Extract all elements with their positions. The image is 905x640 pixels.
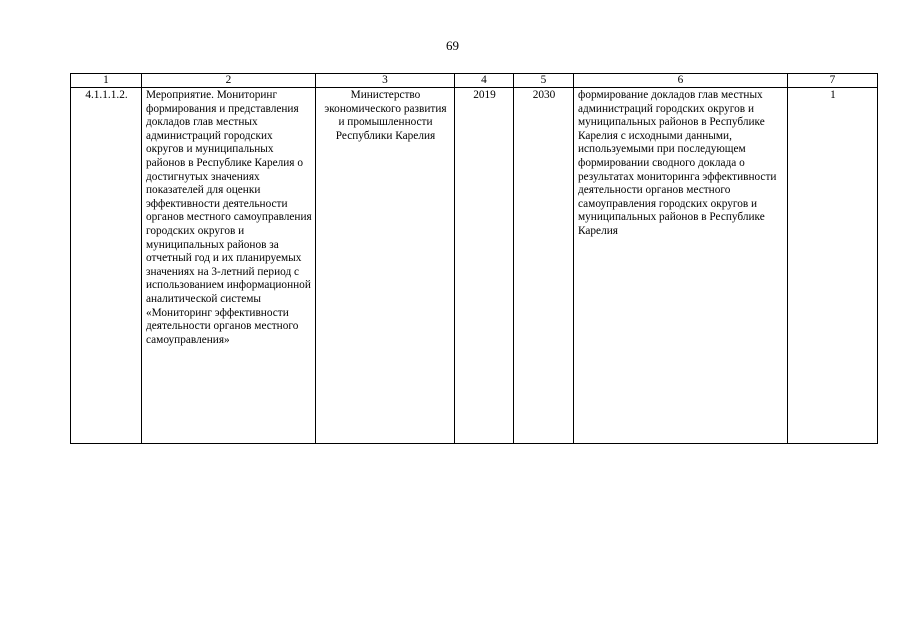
page-number: 69 (446, 38, 459, 53)
column-header-6: 6 (574, 74, 788, 88)
column-header-3: 3 (316, 74, 455, 88)
expected-result-cell: формирование докладов глав местных администраций городских округов и муниципальных районов в Республике Карелия с исходными данными, используемыми при последующем формировании сводного доклада о результатах мониторинга эффективности деятельности органов местного самоуправления городских округов и муниципальных районов в Республике Карелия (574, 88, 788, 444)
column-header-1: 1 (71, 74, 142, 88)
table-header-row (71, 74, 878, 88)
column-header-5: 5 (514, 74, 574, 88)
start-year-cell: 2019 (455, 88, 514, 444)
table-row (71, 88, 878, 444)
item-number-cell: 4.1.1.1.2. (71, 88, 142, 444)
activity-description-cell: Мероприятие. Мониторинг формирования и представления докладов глав местных администраций городских округов и муниципальных районов в Республике Карелия о достигнутых значениях показателей для оценки эффективности деятельности органов местного самоуправления городских округов и муниципальных районов за отчетный год и их планируемых значениях на 3-летний период с использованием информационной аналитической системы «Мониторинг эффективности деятельности органов местного самоуправления» (142, 88, 316, 444)
end-year-cell: 2030 (514, 88, 574, 444)
column-header-4: 4 (455, 74, 514, 88)
column-header-7: 7 (788, 74, 878, 88)
indicator-reference-cell: 1 (788, 88, 878, 444)
activities-table (70, 73, 878, 444)
column-header-2: 2 (142, 74, 316, 88)
responsible-executor-cell: Министерство экономического развития и промышленности Республики Карелия (316, 88, 455, 444)
